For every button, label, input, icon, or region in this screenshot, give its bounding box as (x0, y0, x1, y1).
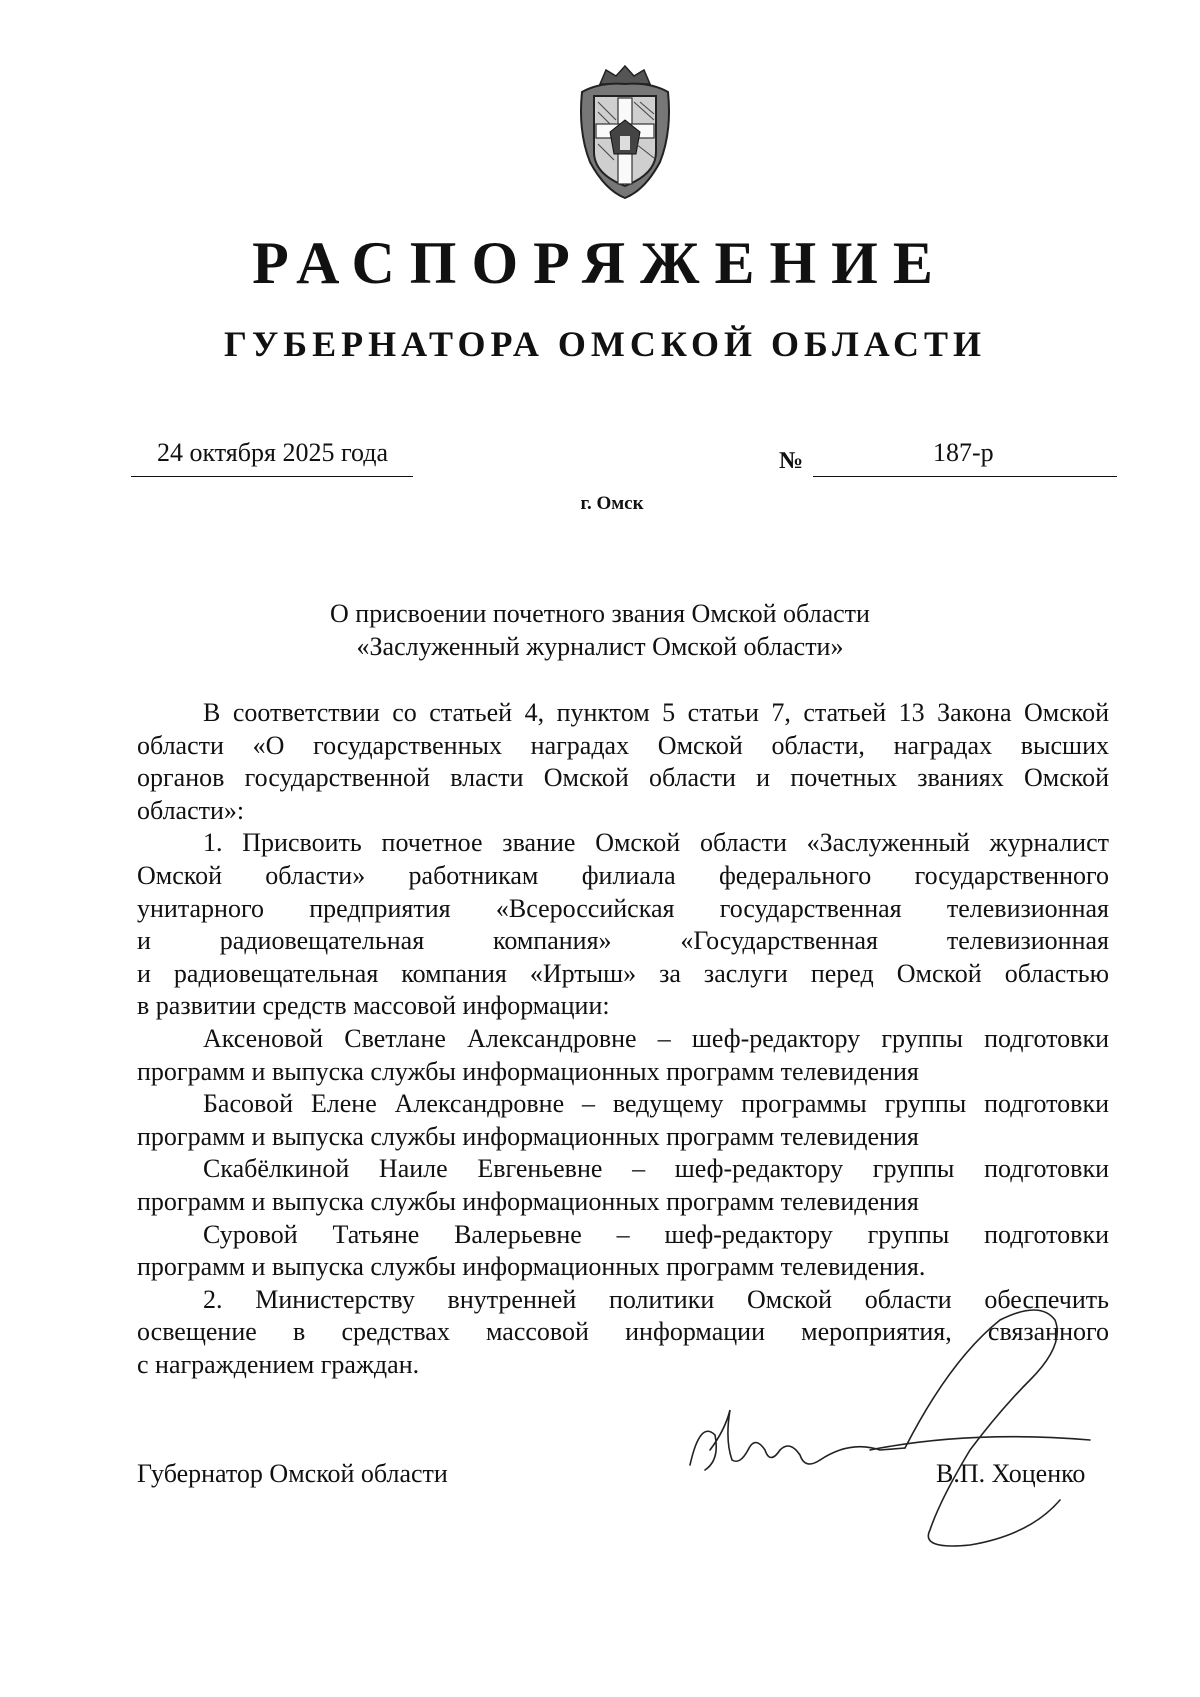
body-line: унитарного предприятия «Всероссийская государственная телевизионная (137, 893, 1109, 923)
body-line: программ и выпуска службы информационных программ телевидения (137, 1056, 919, 1086)
body-line: освещение в средствах массовой информации мероприятия, связанного (137, 1317, 1109, 1347)
body-line: Суровой Татьяне Валерьевне – шеф-редактору группы подготовки (203, 1219, 1109, 1249)
body-line: программ и выпуска службы информационных программ телевидения (137, 1121, 919, 1151)
document-body (137, 697, 1109, 1381)
body-line: программ и выпуска службы информационных программ телевидения (137, 1186, 919, 1216)
body-line: Басовой Елене Александровне – ведущему программы группы подготовки (203, 1089, 1109, 1119)
subject-line: «Заслуженный журналист Омской области» (356, 632, 844, 661)
number-label: № (779, 448, 804, 474)
body-line: Омской области» работникам филиала федерального государственного (137, 860, 1109, 890)
body-line: Аксеновой Светлане Александровне – шеф-редактору группы подготовки (203, 1023, 1109, 1053)
document-title: РАСПОРЯЖЕНИЕ (252, 230, 948, 296)
subject-line: О присвоении почетного звания Омской области (330, 599, 870, 628)
document-date: 24 октября 2025 года (131, 437, 413, 477)
body-line: с награждением граждан. (137, 1349, 420, 1379)
body-line: области «О государственных наградах Омской области, наградах высших (137, 730, 1109, 760)
body-line: и радиовещательная компания» «Государственная телевизионная (137, 926, 1109, 956)
signature-icon (670, 1300, 1110, 1550)
document-subject (0, 597, 1200, 663)
body-line: и радиовещательная компания «Иртыш» за заслуги перед Омской областью (137, 958, 1109, 988)
body-line: органов государственной власти Омской области и почетных званиях Омской (137, 763, 1109, 793)
document-subtitle: ГУБЕРНАТОРА ОМСКОЙ ОБЛАСТИ (223, 324, 987, 364)
body-line: в развитии средств массовой информации: (137, 991, 610, 1021)
signatory-position: Губернатор Омской области (137, 1459, 448, 1488)
body-line: Скабёлкиной Наиле Евгеньевне – шеф-редактору группы подготовки (203, 1154, 1109, 1184)
signatory-name: В.П. Хоценко (936, 1459, 1086, 1488)
body-line: 1. Присвоить почетное звание Омской области «Заслуженный журналист (203, 828, 1109, 858)
body-line: В соответствии со статьей 4, пунктом 5 статьи 7, статьей 13 Закона Омской (203, 698, 1109, 727)
document-number: 187-р (813, 437, 1117, 477)
coat-of-arms-icon (570, 62, 680, 202)
body-line: области»: (137, 795, 245, 825)
document-city: г. Омск (580, 493, 644, 514)
body-line: программ и выпуска службы информационных программ телевидения. (137, 1252, 926, 1282)
body-line: 2. Министерству внутренней политики Омской области обеспечить (203, 1284, 1109, 1314)
